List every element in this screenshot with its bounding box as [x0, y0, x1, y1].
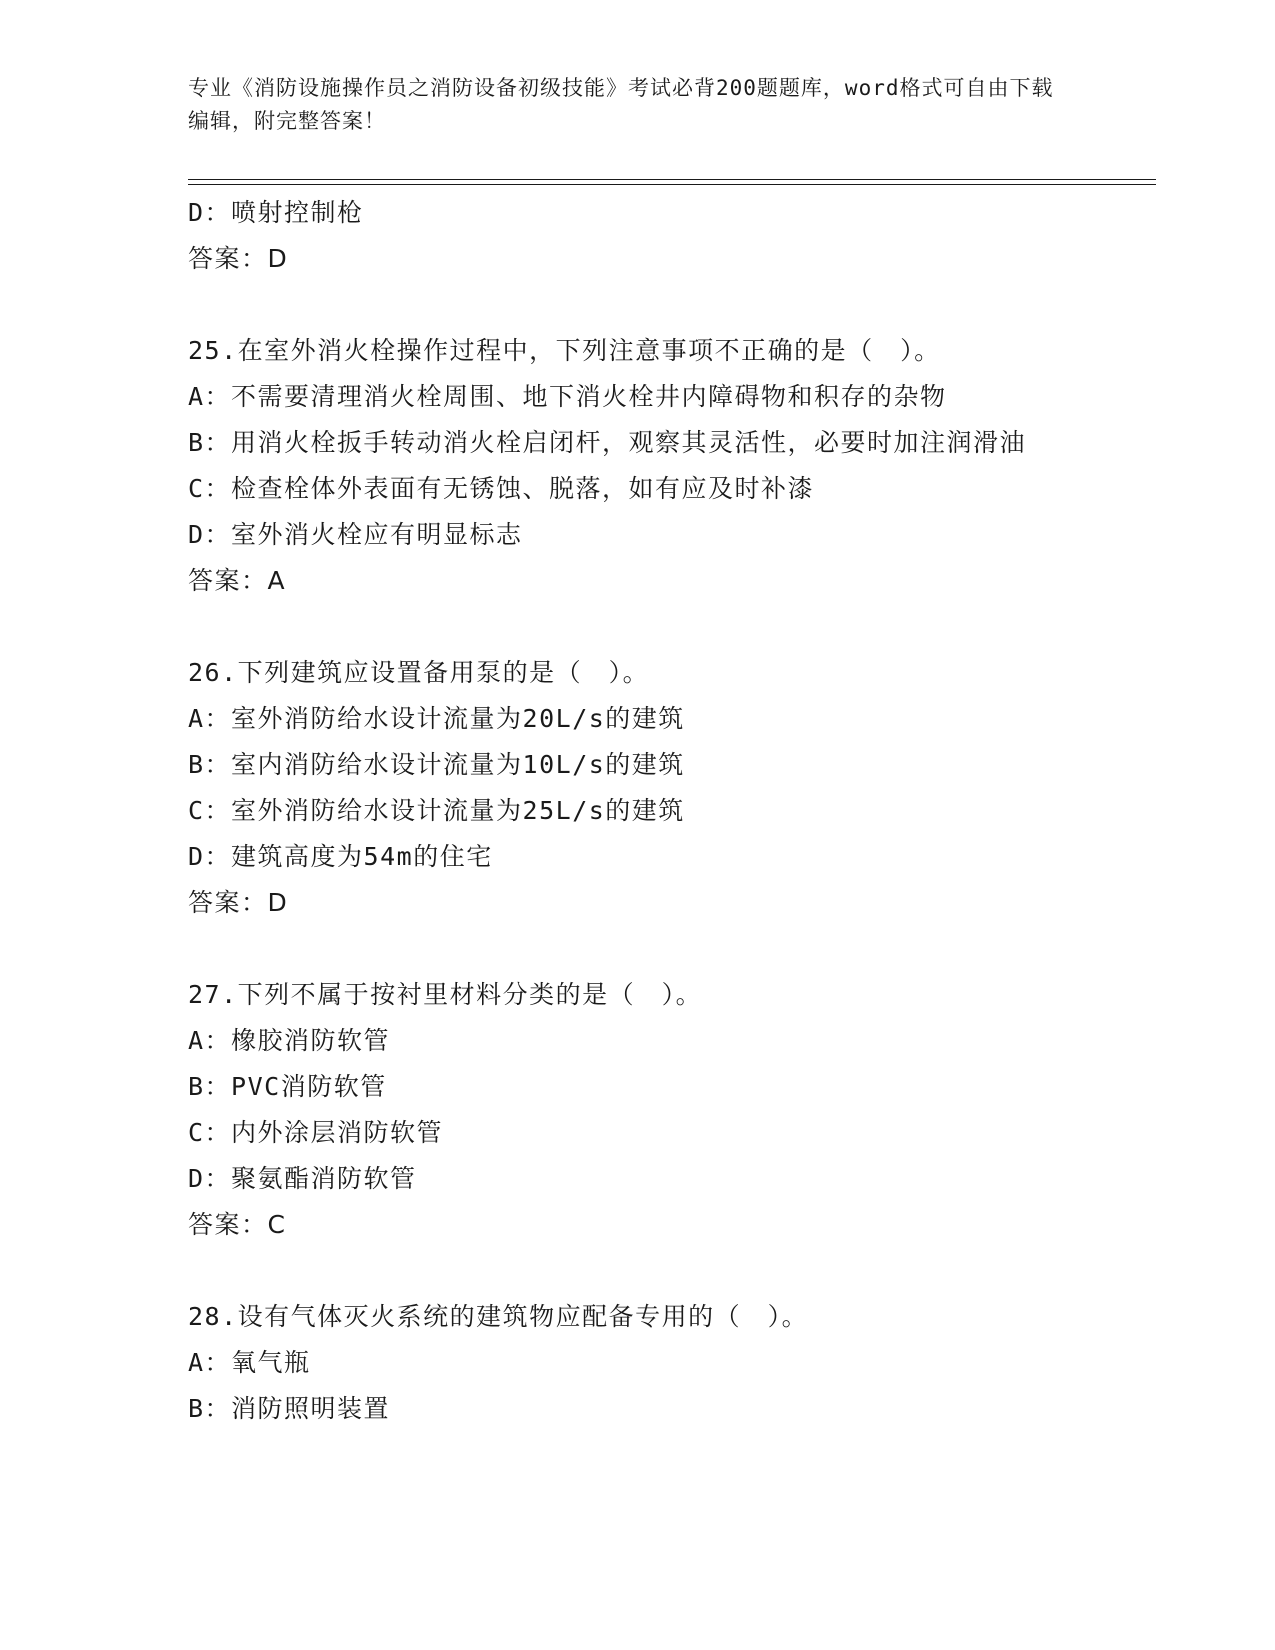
- option-a: A：不需要清理消火栓周围、地下消火栓井内障碍物和积存的杂物: [188, 382, 947, 411]
- question-block: [188, 972, 1088, 1248]
- answer-line: 答案：D: [188, 888, 289, 917]
- question-stem: 27.下列不属于按衬里材料分类的是（ ）。: [188, 980, 703, 1009]
- option-c: C：室外消防给水设计流量为25L/s的建筑: [188, 796, 685, 825]
- answer-line: 答案：D: [188, 244, 289, 273]
- document-header: 专业《消防设施操作员之消防设备初级技能》考试必背200题题库，word格式可自由下载编辑，附完整答案！: [188, 76, 1054, 133]
- question-stem: 28.设有气体灭火系统的建筑物应配备专用的（ ）。: [188, 1302, 809, 1331]
- header-rule-bottom: [188, 184, 1156, 185]
- option-d: D：聚氨酯消防软管: [188, 1164, 417, 1193]
- question-block: [188, 328, 1088, 604]
- option-d: D：喷射控制枪: [188, 198, 364, 227]
- header-rule-top: [188, 179, 1156, 180]
- question-stem: 25.在室外消火栓操作过程中，下列注意事项不正确的是（ ）。: [188, 336, 941, 365]
- question-block: [188, 1294, 1088, 1432]
- option-a: A：室外消防给水设计流量为20L/s的建筑: [188, 704, 685, 733]
- option-d: D：室外消火栓应有明显标志: [188, 520, 523, 549]
- question-stem: 26.下列建筑应设置备用泵的是（ ）。: [188, 658, 650, 687]
- option-d: D：建筑高度为54m的住宅: [188, 842, 493, 871]
- option-c: C：内外涂层消防软管: [188, 1118, 444, 1147]
- answer-line: 答案：C: [188, 1210, 287, 1239]
- spacer: [188, 604, 1088, 650]
- option-b: B：PVC消防软管: [188, 1072, 387, 1101]
- spacer: [188, 926, 1088, 972]
- question-content: [188, 190, 1088, 1432]
- spacer: [188, 282, 1088, 328]
- option-b: B：消防照明装置: [188, 1394, 391, 1423]
- option-a: A：氧气瓶: [188, 1348, 311, 1377]
- question-block: [188, 650, 1088, 926]
- spacer: [188, 1248, 1088, 1294]
- option-a: A：橡胶消防软管: [188, 1026, 391, 1055]
- option-b: B：用消火栓扳手转动消火栓启闭杆，观察其灵活性，必要时加注润滑油: [188, 428, 1027, 457]
- option-c: C：检查栓体外表面有无锈蚀、脱落，如有应及时补漆: [188, 474, 815, 503]
- option-b: B：室内消防给水设计流量为10L/s的建筑: [188, 750, 685, 779]
- answer-line: 答案：A: [188, 566, 287, 595]
